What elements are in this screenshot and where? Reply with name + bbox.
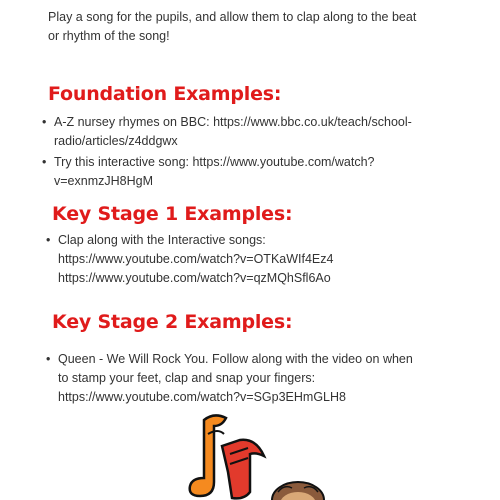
- monkey-icon: [272, 482, 324, 500]
- foundation-heading: Foundation Examples:: [48, 83, 282, 105]
- ks2-list: [46, 350, 466, 407]
- bbc-rhymes-link[interactable]: radio/articles/z4ddgwx: [54, 134, 178, 148]
- ks1-link-1[interactable]: https://www.youtube.com/watch?v=OTKaWIf4Ez4: [58, 252, 334, 266]
- ks1-link-2[interactable]: https://www.youtube.com/watch?v=qzMQhSfl6Ao: [58, 271, 331, 285]
- music-illustration: [170, 412, 340, 500]
- cut-heading-fragment: [230, 0, 320, 4]
- list-item: [46, 231, 466, 288]
- interactive-song-line: • Try this interactive song: https://www.youtube.com/watch?: [54, 155, 375, 169]
- interactive-song-link[interactable]: v=exnmzJH8HgM: [54, 174, 153, 188]
- ks2-heading: Key Stage 2 Examples:: [52, 311, 293, 333]
- ks2-link[interactable]: https://www.youtube.com/watch?v=SGp3EHmGLH8: [58, 390, 346, 404]
- ks1-list: [46, 231, 466, 288]
- intro-line-2: or rhythm of the song!: [48, 29, 170, 43]
- intro-line-1: Play a song for the pupils, and allow them to clap along to the beat: [48, 10, 417, 24]
- ks2-line-2: to stamp your feet, clap and snap your fingers:: [58, 371, 316, 385]
- intro-text: [48, 8, 468, 46]
- music-note-icon: [190, 415, 264, 498]
- list-item: [46, 350, 466, 407]
- ks1-heading: Key Stage 1 Examples:: [52, 203, 293, 225]
- bbc-rhymes-line: • A-Z nursey rhymes on BBC: https://www.bbc.co.uk/teach/school-: [54, 115, 412, 129]
- ks2-line-1: • Queen - We Will Rock You. Follow along with the video on when: [58, 352, 413, 366]
- foundation-list: [42, 113, 472, 191]
- list-item: [42, 153, 472, 191]
- list-item: [42, 113, 472, 151]
- ks1-intro-line: • Clap along with the Interactive songs:: [58, 233, 266, 247]
